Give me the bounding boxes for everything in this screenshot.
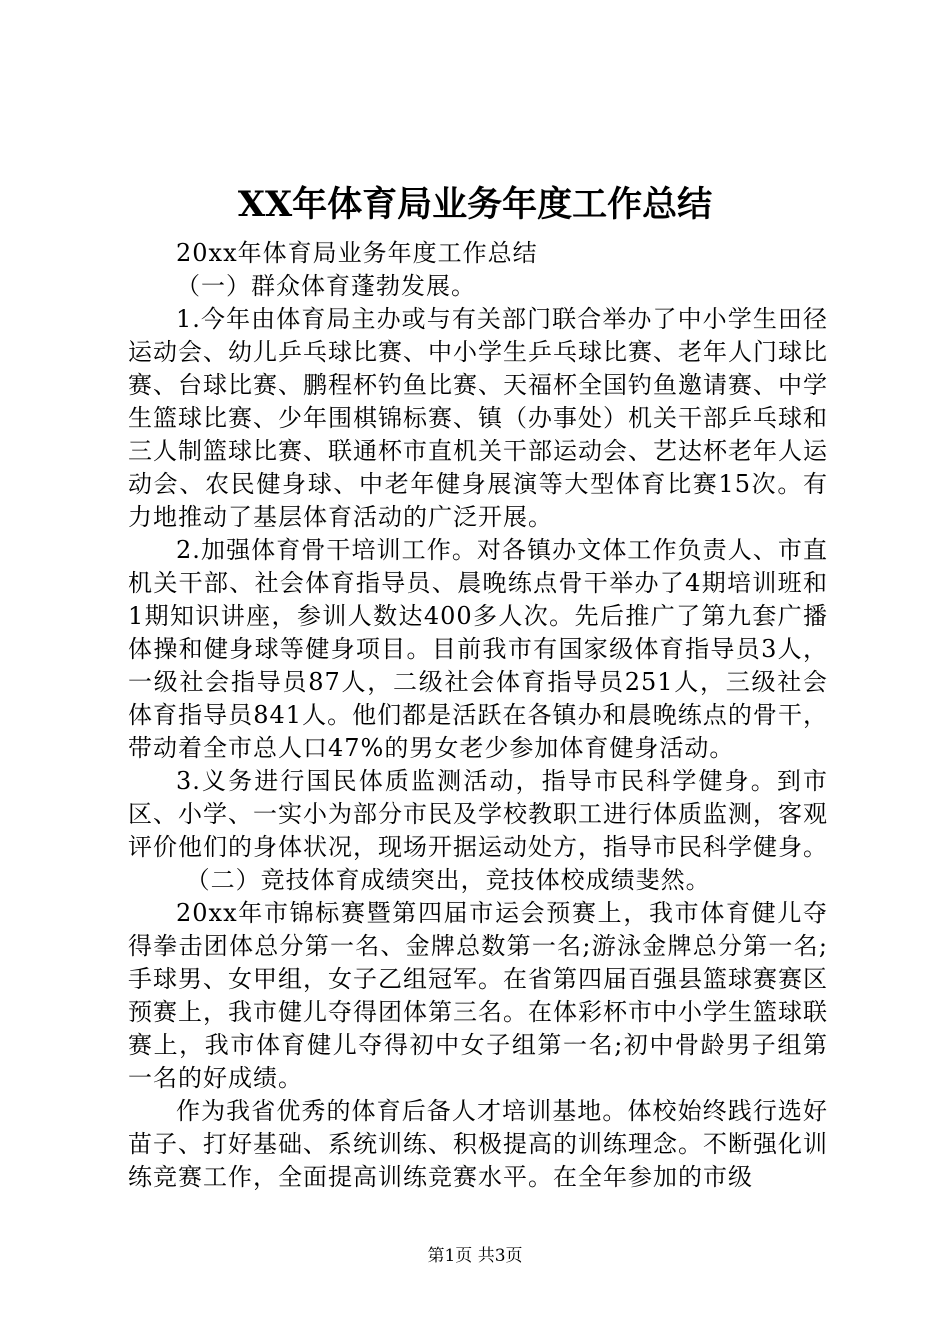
paragraph-section-heading-2: （二）竞技体育成绩突出，竞技体校成绩斐然。 (185, 866, 711, 894)
paragraph-item-3: 3.义务进行国民体质监测活动，指导市民科学健身。到市区、小学、一实小为部分市民及学校教职工进行体质监测，客观评价他们的身体状况，现场开据运动处方，指导市民科学健身。 (128, 767, 828, 861)
paragraph-training-base: 作为我省优秀的体育后备人才培训基地。体校始终践行选好苗子、打好基础、系统训练、积极提高的训练理念。不断强化训练竞赛工作，全面提高训练竞赛水平。在全年参加的市级 (128, 1097, 828, 1191)
paragraph-section-heading-1: （一）群众体育蓬勃发展。 (176, 272, 476, 300)
paragraph-competition-results: 20xx年市锦标赛暨第四届市运会预赛上，我市体育健儿夺得拳击团体总分第一名、金牌总数第一名;游泳金牌总分第一名;手球男、女甲组，女子乙组冠军。在省第四届百强县篮球赛赛区预赛上，我市健儿夺得团体第三名。在体彩杯市中小学生篮球联赛上，我市体育健儿夺得初中女子组第一名;初中骨龄男子组第一名的好成绩。 (128, 899, 828, 1092)
page-footer: 第1页 共3页 (427, 1246, 523, 1266)
document-title: XX年体育局业务年度工作总结 (237, 184, 713, 225)
document-body (128, 237, 828, 1194)
paragraph-subtitle: 20xx年体育局业务年度工作总结 (176, 239, 538, 267)
paragraph-item-1: 1.今年由体育局主办或与有关部门联合举办了中小学生田径运动会、幼儿乒乓球比赛、中小学生乒乓球比赛、老年人门球比赛、台球比赛、鹏程杯钓鱼比赛、天福杯全国钓鱼邀请赛、中学生篮球比赛、少年围棋锦标赛、镇（办事处）机关干部乒乓球和三人制篮球比赛、联通杯市直机关干部运动会、艺达杯老年人运动会、农民健身球、中老年健身展演等大型体育比赛15次。有力地推动了基层体育活动的广泛开展。 (128, 305, 828, 531)
paragraph-item-2: 2.加强体育骨干培训工作。对各镇办文体工作负责人、市直机关干部、社会体育指导员、晨晚练点骨干举办了4期培训班和1期知识讲座，参训人数达400多人次。先后推广了第九套广播体操和健身球等健身项目。目前我市有国家级体育指导员3人，一级社会指导员87人，二级社会体育指导员251人，三级社会体育指导员841人。他们都是活跃在各镇办和晨晚练点的骨干，带动着全市总人口47%的男女老少参加体育健身活动。 (128, 536, 828, 762)
